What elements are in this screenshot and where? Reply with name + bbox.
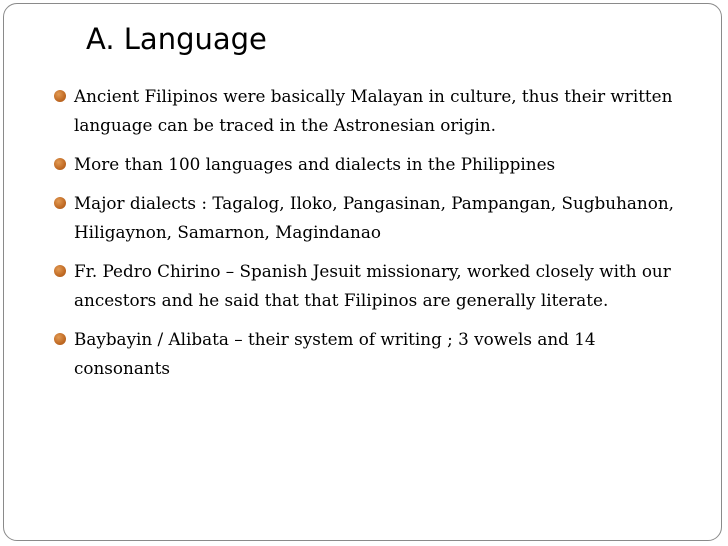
bullet-list <box>4 82 674 393</box>
slide-title: A. Language <box>86 22 267 56</box>
bullet-item <box>4 257 674 315</box>
bullet-text: More than 100 languages and dialects in the Philippines <box>74 154 556 174</box>
bullet-dot-icon <box>54 158 66 170</box>
bullet-dot-icon <box>54 90 66 102</box>
bullet-item <box>4 325 674 383</box>
bullet-text: Baybayin / Alibata – their system of writing ; 3 vowels and 14 consonants <box>74 329 596 378</box>
bullet-dot-icon <box>54 197 66 209</box>
bullet-dot-icon <box>54 333 66 345</box>
bullet-text: Major dialects : Tagalog, Iloko, Pangasinan, Pampangan, Sugbuhanon, Hiligaynon, Samarnon, Magindanao <box>74 193 674 242</box>
bullet-item <box>4 189 674 247</box>
bullet-text: Fr. Pedro Chirino – Spanish Jesuit missionary, worked closely with our ancestors and he said that that Filipinos are generally literate. <box>74 261 671 310</box>
bullet-text: Ancient Filipinos were basically Malayan in culture, thus their written language can be traced in the Astronesian origin. <box>74 86 673 135</box>
bullet-dot-icon <box>54 265 66 277</box>
bullet-item <box>4 82 674 140</box>
slide <box>3 3 722 541</box>
bullet-item <box>4 150 674 179</box>
